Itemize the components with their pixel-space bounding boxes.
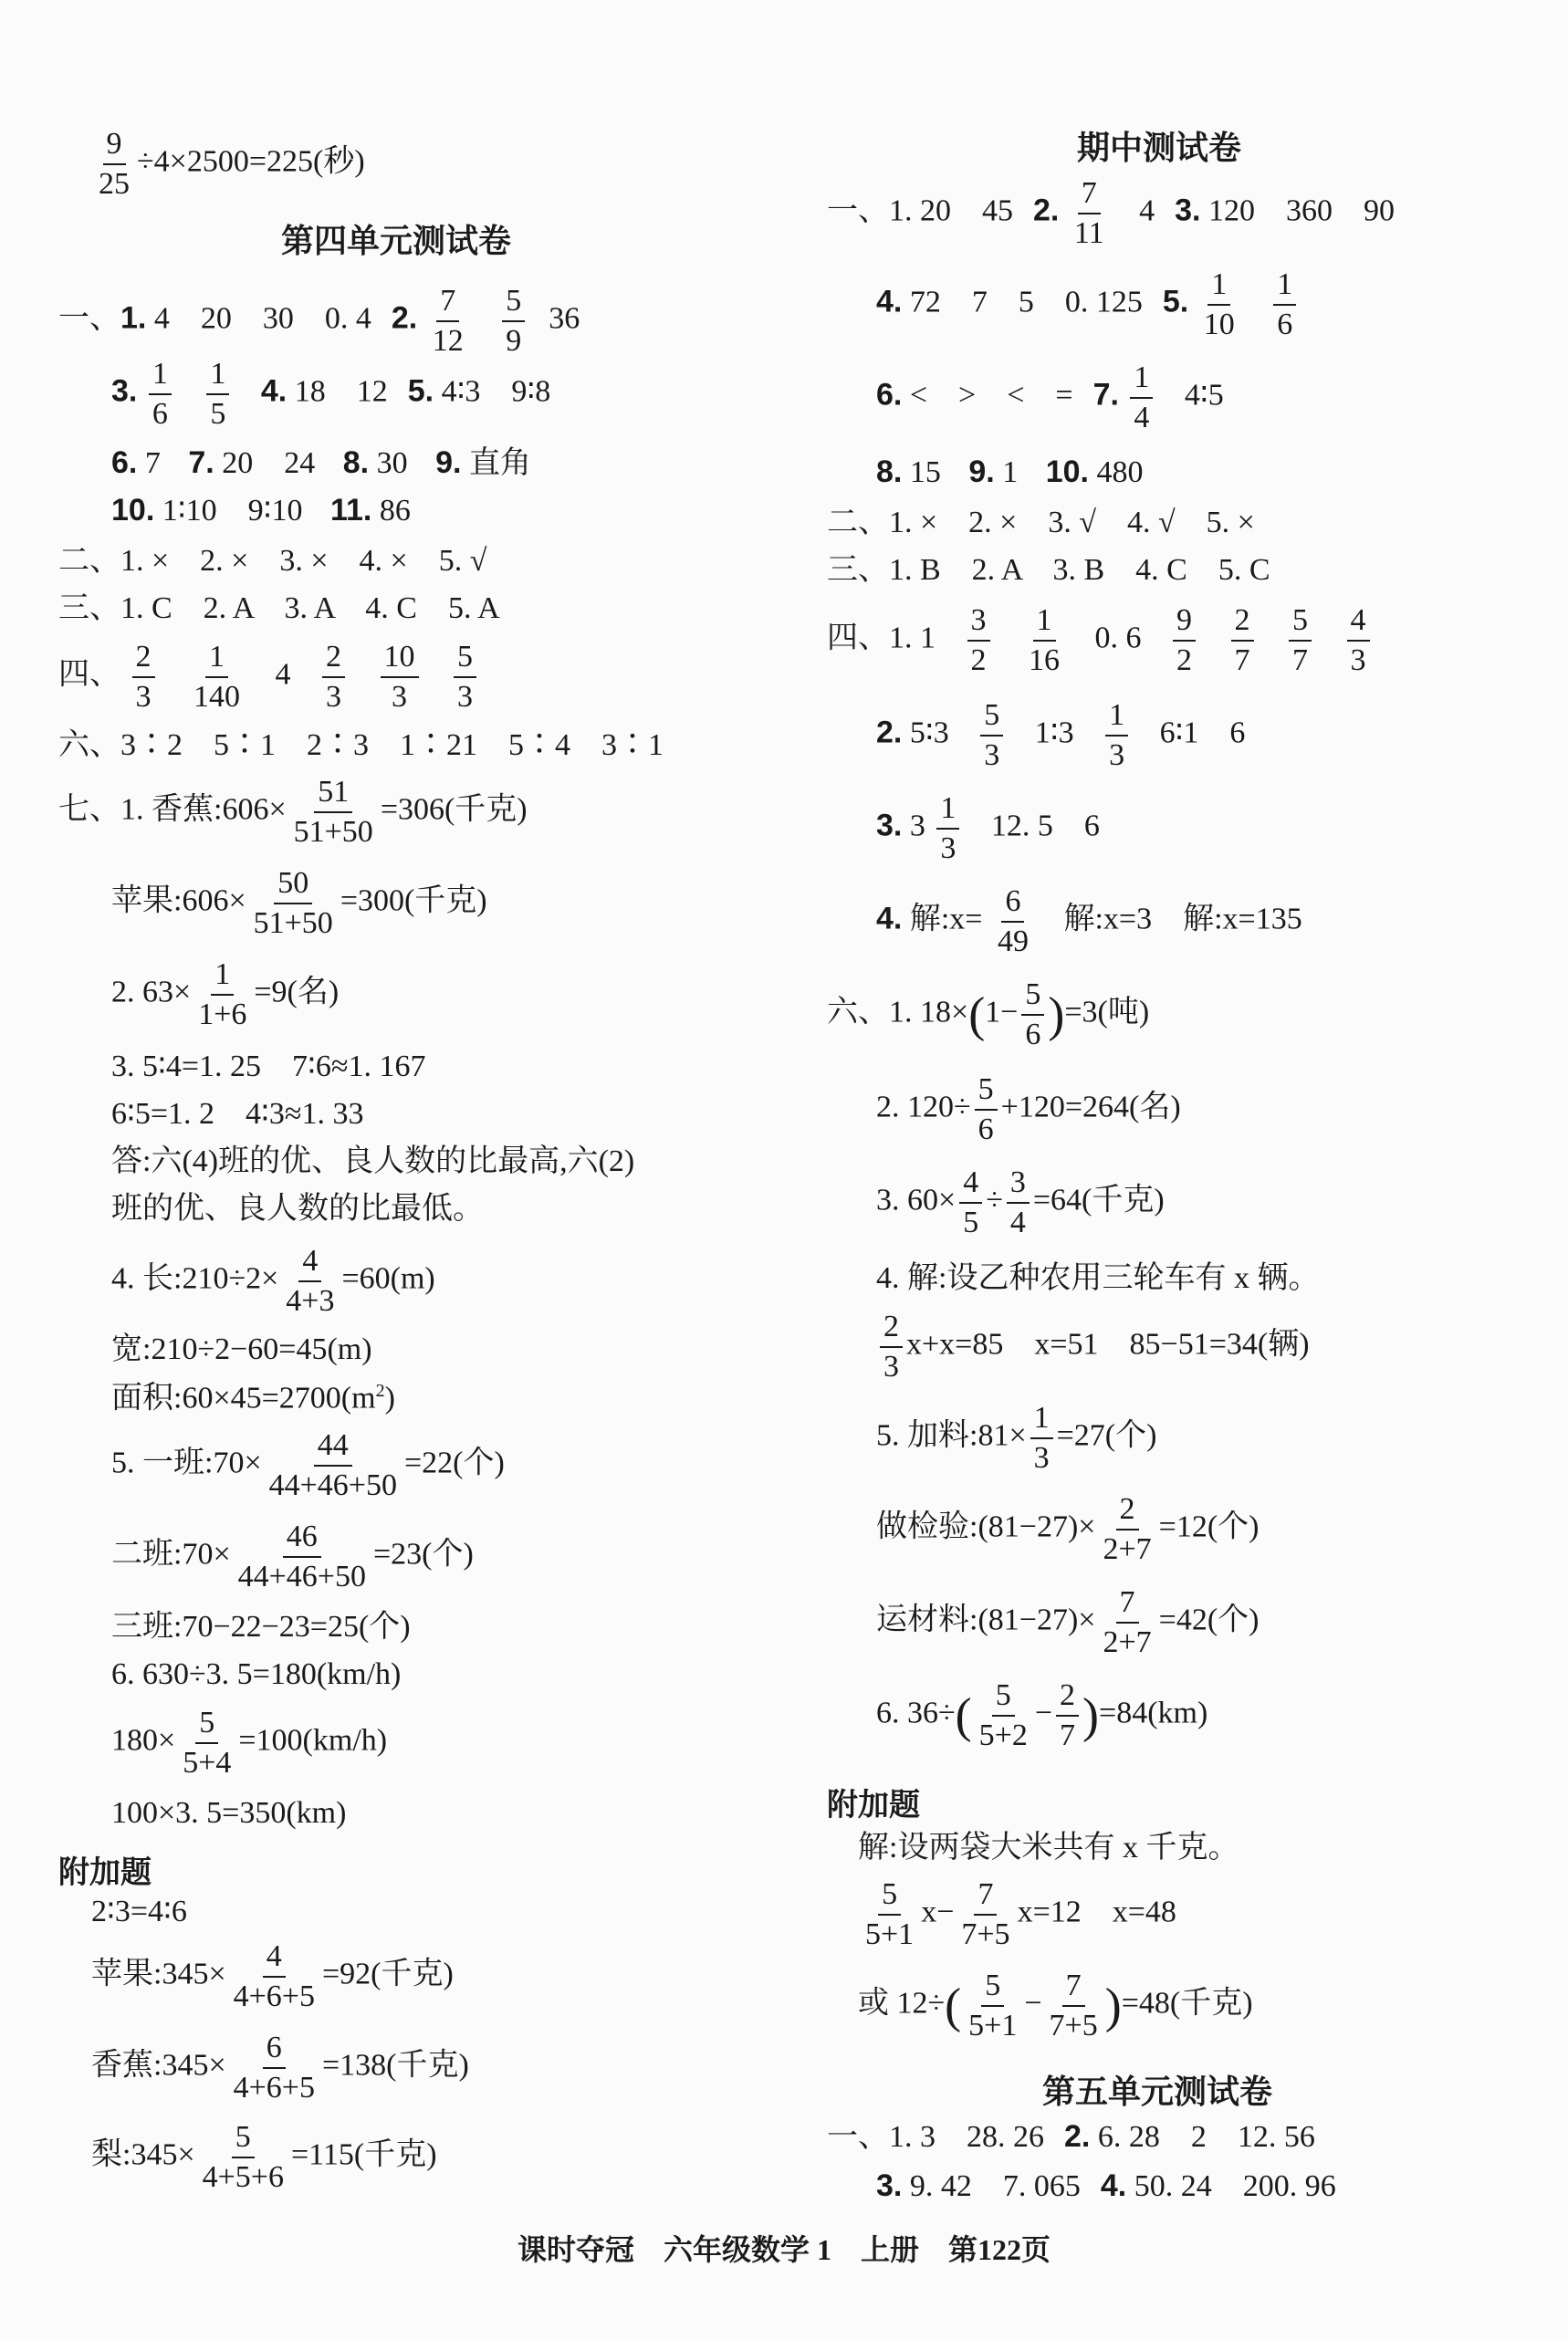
answer-line: 答:六(4)班的优、良人数的比最高,六(2) xyxy=(111,1144,635,1178)
fraction: $\frac{46}{44+46+50}$ xyxy=(237,1520,366,1593)
fraction: $\frac{1}{10}$ xyxy=(1203,267,1235,341)
fraction: $\frac{5}{9}$ xyxy=(502,285,525,357)
answer-line: 宽:210÷2−60=45(m) xyxy=(111,1332,372,1366)
answer-line: 二、1. × 2. × 3. √ 4. √ 5. × xyxy=(827,506,1255,539)
fraction: $\frac{50}{51+50}$ xyxy=(253,866,333,940)
answer-line: 2. 63× $\frac{1}{1+6}$ =9(名) xyxy=(111,957,340,1031)
answer-line: 一、1. 20 45 2. $\frac{7}{11}$ 4 3. 120 360 90 xyxy=(827,176,1395,250)
fraction: $\frac{3}{2}$ xyxy=(967,604,990,676)
fraction: $\frac{51}{51+50}$ xyxy=(293,775,373,849)
answer-line: 100×3. 5=350(km) xyxy=(111,1796,347,1830)
answer-line: 七、1. 香蕉:606× $\frac{51}{51+50}$ =306(千克) xyxy=(58,775,528,849)
extra-problem-heading: 附加题 xyxy=(827,1787,920,1823)
answer-line: 苹果:606× $\frac{50}{51+50}$ =300(千克) xyxy=(111,866,487,940)
fraction: $\frac{5}{6}$ xyxy=(1021,978,1044,1050)
answer-line: 二、1. × 2. × 3. × 4. × 5. √ xyxy=(58,544,487,578)
fraction: $\frac{2}{3}$ xyxy=(322,641,345,713)
page-footer: 课时夺冠 六年级数学 1 上册 第122页 xyxy=(517,2233,1051,2266)
answer-line: 班的优、良人数的比最低。 xyxy=(111,1192,484,1226)
extra-problem-heading: 附加题 xyxy=(58,1854,152,1891)
answer-line: 2∶3=4∶6 xyxy=(91,1895,187,1928)
answer-line: 面积$:60\times 45=2700(m^2)$ xyxy=(111,1381,395,1415)
fraction: $\frac{5}{3}$ xyxy=(454,641,476,713)
answer-line: 3. 3 $\frac{1}{3}$ 12. 5 6 xyxy=(876,791,1100,865)
fraction: $\frac{2}{7}$ xyxy=(1231,604,1254,676)
fraction: $\frac{7}{7+5}$ xyxy=(961,1877,1010,1951)
answer-line: 6. 630÷3. 5=180(km/h) xyxy=(111,1657,402,1691)
section-title-unit5: 第五单元测试卷 xyxy=(1042,2074,1273,2111)
answer-line: 四、 $\frac{2}{3}$ $\frac{1}{140}$ 4 $\frac{2}{3}$ $\frac{10}{3}$ $\frac{5}{3}$ xyxy=(58,641,480,713)
answer-line: 梨:345× $\frac{5}{4+5+6}$ =115(千克) xyxy=(91,2120,437,2194)
fraction: $\frac{1}{3}$ xyxy=(1105,699,1128,771)
fraction: $\frac{1}{4}$ xyxy=(1130,361,1153,434)
answer-line: 三、1. C 2. A 3. A 4. C 5. A xyxy=(58,591,500,625)
fraction: $\frac{1}{16}$ xyxy=(1029,603,1060,677)
answer-line: 3. 60× $\frac{4}{5}$ ÷ $\frac{3}{4}$ =64(千克) xyxy=(876,1165,1165,1239)
answer-line: 六、1. 18×(1− $\frac{5}{6}$ )=3(吨) xyxy=(827,977,1150,1051)
answer-line: 3. $\frac{1}{6}$ $\frac{1}{5}$ 4. 18 12 5. 4∶3 9∶8 xyxy=(111,357,551,431)
fraction: $\frac{1}{5}$ xyxy=(206,358,229,430)
answer-line: 8. 15 9. 1 10. 480 xyxy=(876,454,1144,489)
answer-line: 四、1. 1 $\frac{3}{2}$ $\frac{1}{16}$ 0. 6 $\frac{9}{2}$ $\frac{2}{7}$ $\frac{5}{7}$ $\frac{4}{3}$ xyxy=(827,604,1374,676)
answer-line: 3. 5∶4=1. 25 7∶6≈1. 167 xyxy=(111,1050,426,1083)
answer-line: 一、1. 4 20 30 0. 4 2. $\frac{7}{12}$ $\frac{5}{9}$ 36 xyxy=(58,284,580,358)
fraction: $\frac{5}{5+4}$ xyxy=(183,1706,232,1780)
answer-line: 香蕉:345× $\frac{6}{4+6+5}$ =138(千克) xyxy=(91,2031,469,2105)
answer-line: 6. 36÷( $\frac{5}{5+2}$ − $\frac{2}{7}$ )=84(km) xyxy=(876,1678,1208,1752)
answer-line: 运材料:(81−27)× $\frac{7}{2+7}$ =42(个) xyxy=(876,1585,1260,1659)
fraction: $\frac{4}{4+3}$ xyxy=(286,1244,335,1318)
answer-line: $\frac{5}{5+1}$ x− $\frac{7}{7+5}$ x=12 x=48 xyxy=(858,1878,1176,1950)
fraction: $\frac{4}{4+6+5}$ xyxy=(233,1939,315,2013)
fraction: $\frac{5}{5+1}$ xyxy=(968,1969,1018,2042)
fraction: $\frac{5}{3}$ xyxy=(980,699,1003,771)
fraction: $\frac{9}{2}$ xyxy=(1173,604,1196,676)
answer-line: 3. 9. 42 7. 065 4. 50. 24 200. 96 xyxy=(876,2168,1336,2203)
answer-line: 6. 7 7. 20 24 8. 30 9. 直角 xyxy=(111,445,531,480)
answer-line: 三、1. B 2. A 3. B 4. C 5. C xyxy=(827,553,1270,587)
answer-line: 6∶5=1. 2 4∶3≈1. 33 xyxy=(111,1097,364,1131)
fraction: $\frac{7}{11}$ xyxy=(1073,176,1104,250)
fraction: $\frac{7}{2+7}$ xyxy=(1103,1585,1152,1659)
fraction: $\frac{1}{3}$ xyxy=(1030,1402,1053,1474)
answer-line: $\frac{2}{3}$ x+x=85 x=51 85−51=34(辆) xyxy=(876,1311,1310,1383)
fraction: $\frac{44}{44+46+50}$ xyxy=(268,1428,397,1502)
fraction: $\frac{7}{7+5}$ xyxy=(1049,1969,1098,2042)
answer-line: 5. 加料:81× $\frac{1}{3}$ =27(个) xyxy=(876,1401,1157,1475)
answer-line: 苹果:345× $\frac{4}{4+6+5}$ =92(千克) xyxy=(91,1939,454,2013)
answer-line: 2. 5∶3 $\frac{5}{3}$ 1∶3 $\frac{1}{3}$ 6∶1 6 xyxy=(876,698,1246,772)
fraction: $\frac{10}{3}$ xyxy=(381,641,419,713)
answer-line: 2. 120÷ $\frac{5}{6}$ +120=264(名) xyxy=(876,1072,1181,1146)
answer-line: 解:设两袋大米共有 x 千克。 xyxy=(858,1831,1239,1865)
fraction: $\frac{6}{49}$ xyxy=(997,884,1029,958)
fraction: $\frac{6}{4+6+5}$ xyxy=(233,2031,315,2105)
answer-line: 4. 解:设乙种农用三轮车有 x 辆。 xyxy=(876,1261,1320,1295)
fraction: $\frac{5}{5+2}$ xyxy=(978,1678,1028,1752)
fraction: $\frac{9}{25}$ xyxy=(99,127,130,201)
section-title-midterm: 期中测试卷 xyxy=(1077,130,1242,167)
fraction: $\frac{1}{6}$ xyxy=(149,358,172,430)
answer-line: 4. 解:x= $\frac{6}{49}$ 解:x=3 解:x=135 xyxy=(876,884,1302,958)
fraction: $\frac{1}{6}$ xyxy=(1273,268,1296,340)
fraction: $\frac{3}{4}$ xyxy=(1007,1166,1030,1238)
fraction: $\frac{2}{7}$ xyxy=(1056,1679,1079,1751)
fraction: $\frac{5}{4+5+6}$ xyxy=(202,2120,284,2194)
fraction: $\frac{1}{1+6}$ xyxy=(198,957,247,1031)
fraction: $\frac{2}{3}$ xyxy=(880,1311,903,1383)
fraction: $\frac{2}{2+7}$ xyxy=(1103,1492,1152,1566)
section-title-unit4: 第四单元测试卷 xyxy=(281,223,512,260)
answer-line: 三班:70−22−23=25(个) xyxy=(111,1610,411,1644)
answer-line: 做检验:(81−27)× $\frac{2}{2+7}$ =12(个) xyxy=(876,1492,1260,1566)
answer-line: 二班:70× $\frac{46}{44+46+50}$ =23(个) xyxy=(111,1520,474,1593)
answer-line: 六、3∶2 5∶1 2∶3 1∶21 5∶4 3∶1 xyxy=(58,728,664,762)
fraction: $\frac{5}{5+1}$ xyxy=(865,1877,915,1951)
fraction: $\frac{1}{140}$ xyxy=(193,640,240,714)
answer-line: 10. 1∶10 9∶10 11. 86 xyxy=(111,493,411,528)
fraction: $\frac{5}{7}$ xyxy=(1289,604,1312,676)
answer-line: 4. 72 7 5 0. 125 5. $\frac{1}{10}$ $\frac{1}{6}$ xyxy=(876,268,1300,340)
fraction: $\frac{2}{3}$ xyxy=(132,641,155,713)
answer-line: 一、1. 3 28. 26 2. 6. 28 2 12. 56 xyxy=(827,2119,1315,2154)
answer-line: 6. < > < = 7. $\frac{1}{4}$ 4∶5 xyxy=(876,360,1224,434)
answer-line: 180× $\frac{5}{5+4}$ =100(km/h) xyxy=(111,1706,388,1780)
answer-line: 5. 一班:70× $\frac{44}{44+46+50}$ =22(个) xyxy=(111,1428,505,1502)
fraction: $\frac{5}{6}$ xyxy=(975,1073,998,1145)
fraction: $\frac{4}{5}$ xyxy=(959,1166,982,1238)
fraction: $\frac{7}{12}$ xyxy=(432,284,464,358)
answer-line: 4. 长:210÷2× $\frac{4}{4+3}$ =60(m) xyxy=(111,1244,435,1318)
answer-line: $\frac{9}{25}$ ÷4×2500=225(秒) xyxy=(91,128,365,200)
fraction: $\frac{1}{3}$ xyxy=(936,792,959,864)
fraction: $\frac{4}{3}$ xyxy=(1347,604,1370,676)
answer-line: 或 12÷( $\frac{5}{5+1}$ − $\frac{7}{7+5}$ )=48(千克) xyxy=(858,1969,1253,2042)
